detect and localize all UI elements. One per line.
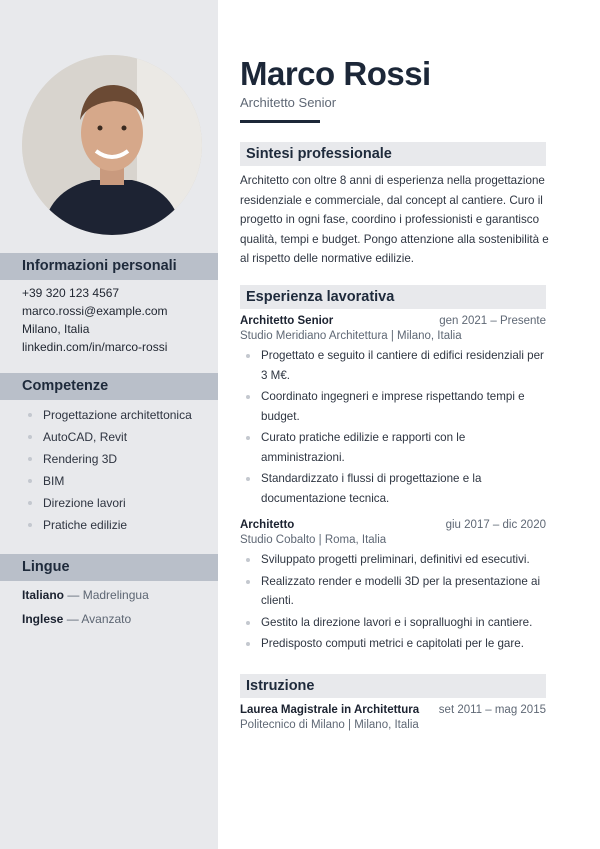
candidate-name: Marco Rossi xyxy=(240,55,431,92)
language-item xyxy=(22,612,131,626)
job-bullets xyxy=(240,346,550,510)
title-divider xyxy=(240,120,320,123)
languages-heading: Lingue xyxy=(0,554,218,581)
skill-item: Direzione lavori xyxy=(22,493,192,515)
degree-title: Laurea Magistrale in Architettura xyxy=(240,704,420,716)
bullet-item: Realizzato render e modelli 3D per la presentazione ai clienti. xyxy=(240,572,550,611)
job-dates: gen 2021 – Presente xyxy=(439,315,546,327)
language-separator: — xyxy=(66,612,79,626)
language-item xyxy=(22,588,149,602)
skill-item: BIM xyxy=(22,471,192,493)
language-separator: — xyxy=(67,588,80,602)
profile-photo xyxy=(22,55,202,235)
job-title: Architetto xyxy=(240,519,295,531)
contact-phone: +39 320 123 4567 xyxy=(22,286,120,300)
skill-item: Pratiche edilizie xyxy=(22,515,192,537)
job-company: Studio Meridiano Architettura | Milano, Italia xyxy=(240,330,462,342)
school-name: Politecnico di Milano | Milano, Italia xyxy=(240,719,419,731)
candidate-role: Architetto Senior xyxy=(240,95,337,110)
degree-dates: set 2011 – mag 2015 xyxy=(438,704,546,716)
job-title: Architetto Senior xyxy=(240,315,334,327)
bullet-item: Sviluppato progetti preliminari, definitivi ed esecutivi. xyxy=(240,550,550,570)
skill-item: Rendering 3D xyxy=(22,449,192,471)
summary-heading: Sintesi professionale xyxy=(240,142,546,166)
job-company: Studio Cobalto | Roma, Italia xyxy=(240,534,387,546)
contact-email: marco.rossi@example.com xyxy=(22,304,168,318)
bullet-item: Gestito la direzione lavori e i sopralluoghi in cantiere. xyxy=(240,613,550,633)
language-name: Italiano xyxy=(22,588,65,602)
summary-text: Architetto con oltre 8 anni di esperienza nella progettazione residenziale e commerciale, dal concept al cantiere. Curo il progetto in ogni fase, coordino i professionisti e garantisco qualità, tempi e budget. Pongo attenzione alla sostenibilità e al rispetto delle normative edilizie. xyxy=(240,174,549,265)
language-level: Madrelingua xyxy=(82,588,149,602)
skill-item: Progettazione architettonica xyxy=(22,405,192,427)
education-heading: Istruzione xyxy=(240,674,546,698)
language-level: Avanzato xyxy=(81,612,132,626)
job-dates: giu 2017 – dic 2020 xyxy=(445,519,546,531)
contact-linkedin: linkedin.com/in/marco-rossi xyxy=(22,340,168,354)
bullet-item: Predisposto computi metrici e capitolati per le gare. xyxy=(240,634,550,654)
sidebar xyxy=(0,0,218,849)
language-name: Inglese xyxy=(22,612,64,626)
personal-info-heading: Informazioni personali xyxy=(0,253,218,280)
skill-item: AutoCAD, Revit xyxy=(22,427,192,449)
experience-heading: Esperienza lavorativa xyxy=(240,285,546,309)
bullet-item: Progettato e seguito il cantiere di edifici residenziali per 3 M€. xyxy=(240,346,550,385)
skills-list xyxy=(22,405,192,537)
skills-heading: Competenze xyxy=(0,373,218,400)
bullet-item: Standardizzato i flussi di progettazione e la documentazione tecnica. xyxy=(240,469,550,508)
bullet-item: Coordinato ingegneri e imprese rispettando tempi e budget. xyxy=(240,387,550,426)
contact-location: Milano, Italia xyxy=(22,322,90,336)
job-bullets xyxy=(240,550,550,656)
bullet-item: Curato pratiche edilizie e rapporti con le amministrazioni. xyxy=(240,428,550,467)
